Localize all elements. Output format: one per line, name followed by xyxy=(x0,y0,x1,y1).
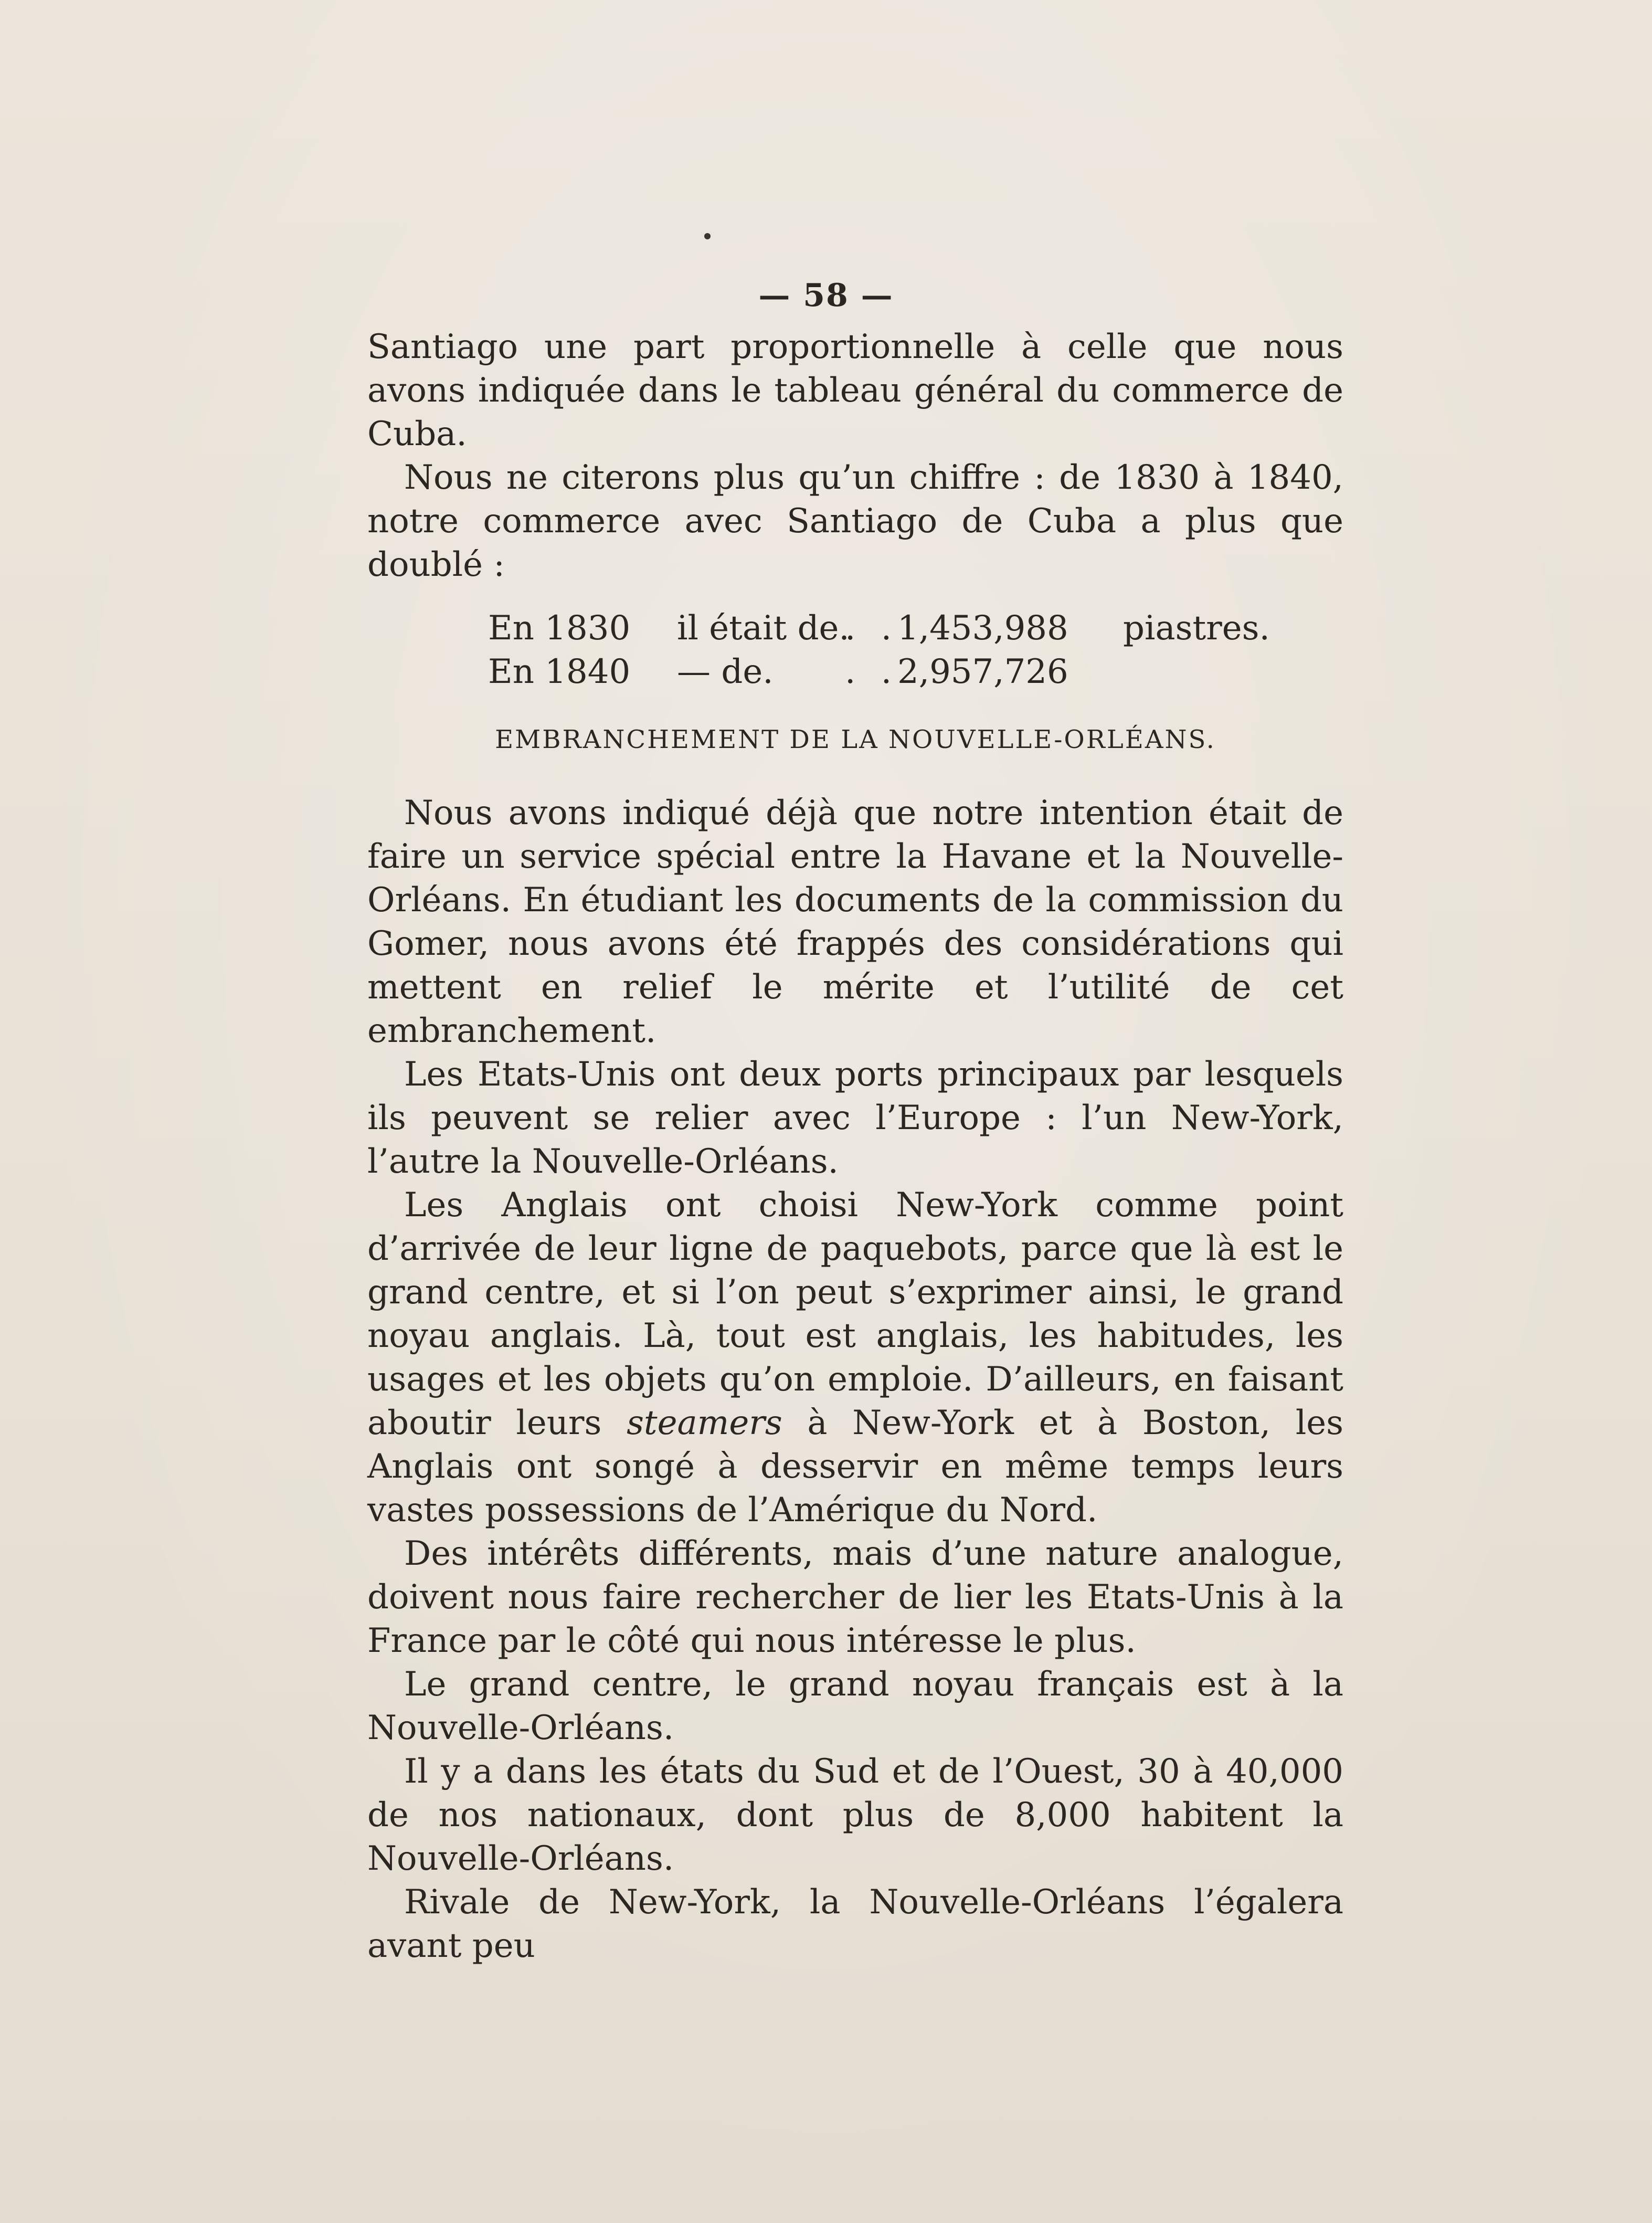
stat-value: 1,453,988 xyxy=(897,609,1068,648)
paragraph-anglais xyxy=(367,1184,1343,1532)
stat-unit: piastres. xyxy=(1123,609,1270,648)
paragraph-centre: Le grand centre, le grand noyau français est à la Nouvelle-Orléans. xyxy=(367,1665,1343,1747)
stat-leader-dots: . . xyxy=(845,652,899,691)
paragraph-chiffre: Nous ne citerons plus qu’un chiffre : de 1830 à 1840, notre commerce avec Santiago de Cuba a plus que doublé : xyxy=(367,458,1343,584)
stat-row-1830 xyxy=(488,607,1343,650)
body-text xyxy=(367,325,1343,1968)
text-run: à New-York et à Boston, les Anglais ont songé à desservir en même temps leurs vastes possessions de l’Amérique du Nord. xyxy=(367,1404,1344,1530)
stat-value: 2,957,726 xyxy=(897,652,1068,691)
ink-speck xyxy=(704,233,711,239)
stat-year: En 1830 xyxy=(488,609,631,648)
page-number: — 58 — xyxy=(758,277,894,314)
statistics-table xyxy=(488,607,1343,694)
stat-year: En 1840 xyxy=(488,652,631,691)
paragraph-intention: Nous avons indiqué déjà que notre intention était de faire un service spécial entre la Havane et la Nouvelle-Orléans. En étudiant les documents de la commission du Gomer, nous avons été frappés des considérations qui mettent en relief le mérite et l’utilité de cet embranchement. xyxy=(367,794,1343,1050)
stat-label: il était de. xyxy=(677,609,850,648)
text-run: Les Anglais ont choisi New-York comme point d’arrivée de leur ligne de paquebots, parce que là est le grand centre, et si l’on peut s’exprimer ainsi, le grand noyau anglais. Là, tout est anglais, les habitudes, les usages et les objets qu’on emploie. D’ailleurs, en faisant aboutir leurs xyxy=(367,1186,1343,1442)
opening-paragraph: Santiago une part proportionnelle à celle que nous avons indiquée dans le tableau général du commerce de Cuba. xyxy=(367,328,1343,454)
italic-term: steamers xyxy=(627,1404,782,1442)
stat-row-1840 xyxy=(488,650,1343,694)
paragraph-interets: Des intérêts différents, mais d’une nature analogue, doivent nous faire rechercher de lier les Etats-Unis à la France par le côté qui nous intéresse le plus. xyxy=(367,1534,1343,1660)
paragraph-ports: Les Etats-Unis ont deux ports principaux par lesquels ils peuvent se relier avec l’Europe : l’un New-York, l’autre la Nouvelle-Orléans. xyxy=(367,1055,1343,1181)
paragraph-nationaux: Il y a dans les états du Sud et de l’Ouest, 30 à 40,000 de nos nationaux, dont plus de 8,000 habitent la Nouvelle-Orléans. xyxy=(367,1752,1343,1878)
paragraph-rivale: Rivale de New-York, la Nouvelle-Orléans l’égalera avant peu xyxy=(367,1883,1343,1965)
stat-label: — de. xyxy=(677,652,774,691)
stat-leader-dots: . . xyxy=(845,609,899,648)
section-heading: EMBRANCHEMENT DE LA NOUVELLE-ORLÉANS. xyxy=(495,725,1216,754)
